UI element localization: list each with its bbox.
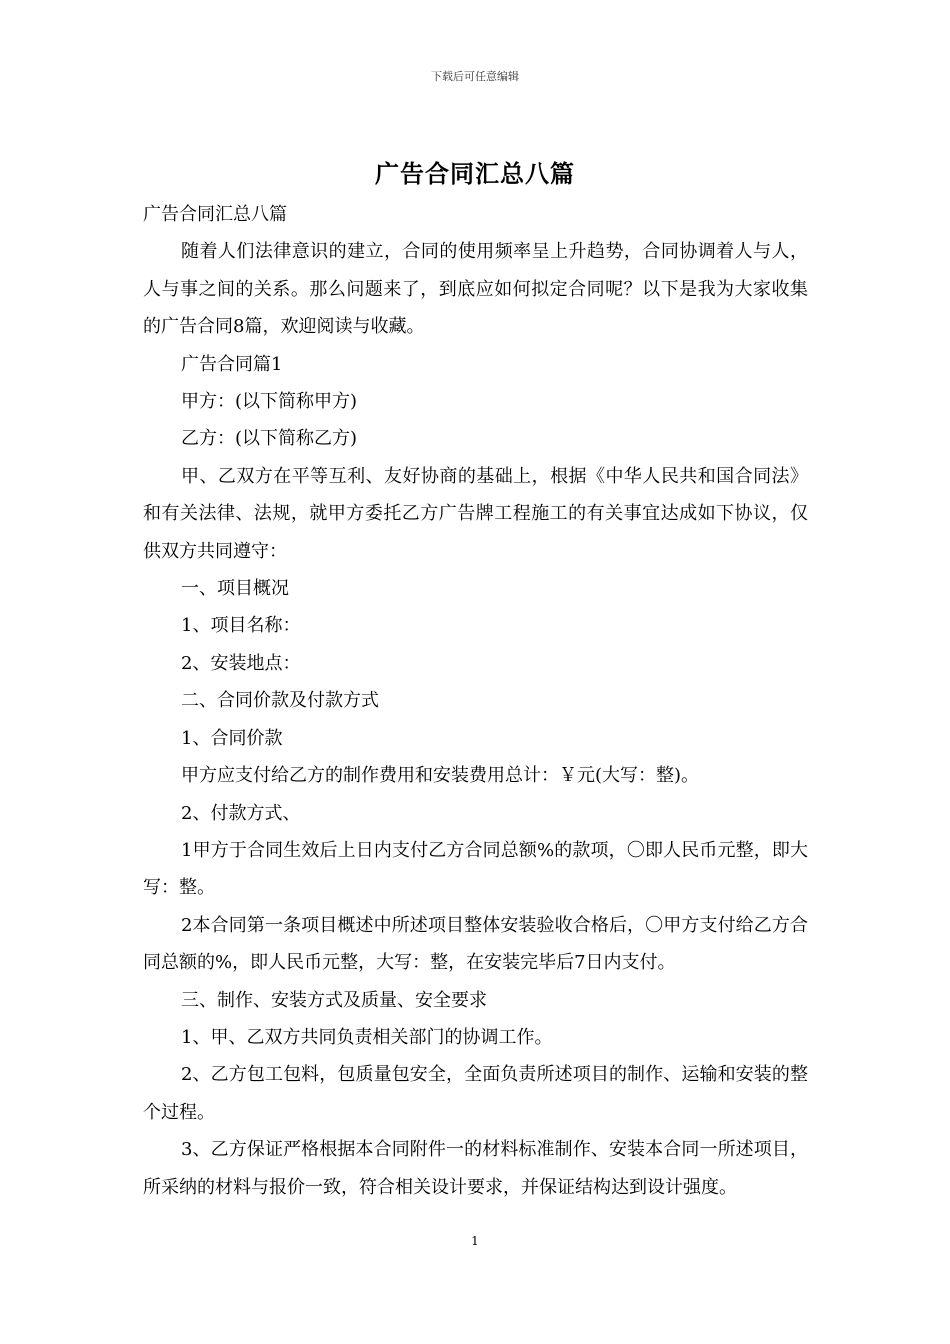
body-paragraph: 乙方：(以下简称乙方) [181, 428, 358, 450]
header-note: 下载后可任意编辑 [431, 70, 519, 83]
section-heading: 三、制作、安装方式及质量、安全要求 [181, 989, 487, 1011]
body-paragraph: 1、项目名称： [181, 615, 301, 637]
document-body [143, 196, 808, 1206]
section-heading: 广告合同篇1 [181, 353, 283, 375]
body-paragraph: 2、安装地点： [181, 652, 301, 674]
page-number: 1 [471, 1234, 479, 1248]
document-title: 广告合同汇总八篇 [375, 159, 575, 188]
section-heading: 一、项目概况 [181, 578, 289, 600]
body-paragraph: 甲、乙双方在平等互利、友好协商的基础上，根据《中华人民共和国合同法》和有关法律、法规，就甲方委托乙方广告牌工程施工的有关事宜达成如下协议，仅供双方共同遵守： [143, 465, 808, 562]
body-paragraph: 甲方应支付给乙方的制作费用和安装费用总计：￥元(大写：整)。 [181, 765, 700, 787]
body-paragraph: 甲方：(以下简称甲方) [181, 391, 358, 413]
body-paragraph: 1甲方于合同生效后上日内支付乙方合同总额%的款项，〇即人民币元整，即大写：整。 [143, 839, 808, 899]
body-paragraph: 2本合同第一条项目概述中所述项目整体安装验收合格后，〇甲方支付给乙方合同总额的%，即人民币元整，大写：整，在安装完毕后7日内支付。 [143, 914, 808, 974]
body-paragraph: 2、付款方式、 [181, 802, 301, 824]
section-heading: 二、合同价款及付款方式 [181, 690, 379, 712]
body-paragraph: 2、乙方包工包料，包质量包安全，全面负责所述项目的制作、运输和安装的整个过程。 [143, 1064, 808, 1123]
body-paragraph: 1、合同价款 [181, 727, 283, 749]
body-paragraph: 1、甲、乙双方共同负责相关部门的协调工作。 [181, 1026, 553, 1048]
body-paragraph: 随着人们法律意识的建立，合同的使用频率呈上升趋势，合同协调着人与人，人与事之间的关系。那么问题来了，到底应如何拟定合同呢？以下是我为大家收集的广告合同8篇，欢迎阅读与收藏。 [143, 241, 808, 338]
body-paragraph: 广告合同汇总八篇 [143, 204, 287, 225]
body-paragraph: 3、乙方保证严格根据本合同附件一的材料标准制作、安装本合同一所述项目，所采纳的材料与报价一致，符合相关设计要求，并保证结构达到设计强度。 [143, 1139, 808, 1198]
